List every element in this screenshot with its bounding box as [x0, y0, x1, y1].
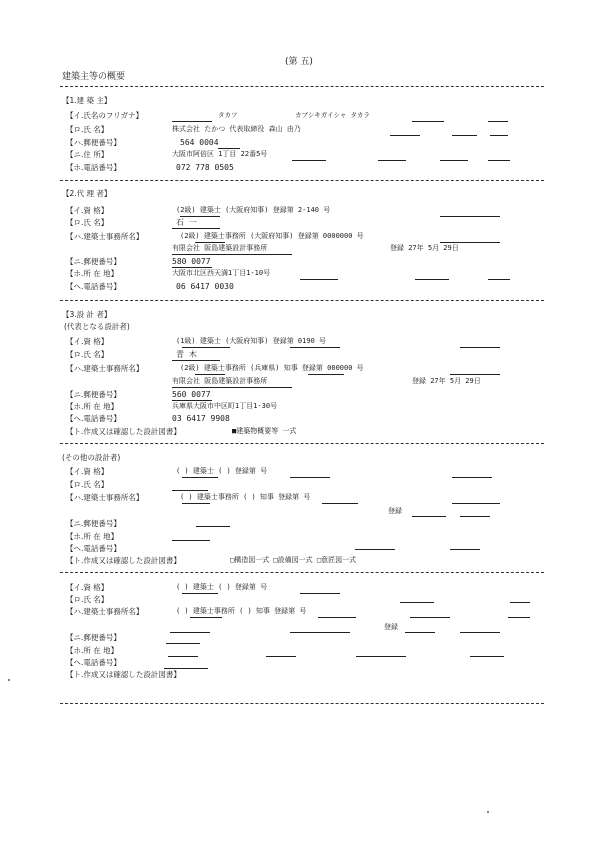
agent-qual-value: (2級) 建築士 (大阪府知事) 登録第 2-140 号: [176, 206, 331, 214]
od1-scope-label: 【ト.作成又は確認した設計図書】: [66, 556, 181, 565]
agent-name-value: 石 一: [176, 218, 197, 227]
owner-furigana-label: 【イ.氏名のフリガナ】: [66, 111, 144, 120]
agent-office-name: 有限会社 阪島建築設計事務所: [172, 244, 268, 252]
od1-scope-value: □構造図一式 □設備図一式 □意匠図一式: [230, 556, 357, 564]
designer-office-label: 【ハ.建築士事務所名】: [66, 364, 144, 373]
owner-address-label: 【ニ.住 所】: [66, 150, 109, 159]
od2-scope-label: 【ト.作成又は確認した設計図書】: [66, 670, 181, 679]
designer-office-value: (2級) 建築士事務所 (兵庫県) 知事 登録第 000000 号: [180, 364, 364, 372]
designer-address-value: 兵庫県大阪市中区町1丁目1-30号: [172, 402, 278, 410]
designer-scope-value: ■建築物概要等 一式: [232, 427, 297, 435]
divider: [60, 443, 544, 444]
od1-qual-value: ( ) 建築士 ( ) 登録第 号: [176, 467, 268, 475]
designer-qual-value: (1級) 建築士 (大阪府知事) 登録第 0190 号: [176, 337, 327, 345]
scan-speck: [8, 679, 10, 681]
other-designer-heading: (その他の設計者): [62, 453, 121, 462]
designer-heading: 【3.設 計 者】: [62, 310, 112, 319]
od1-address-label: 【ホ.所 在 地】: [66, 532, 119, 541]
designer-office-name: 有限会社 阪島建築設計事務所: [172, 377, 268, 385]
od2-address-label: 【ホ.所 在 地】: [66, 646, 119, 655]
owner-name-label: 【ロ.氏 名】: [66, 125, 109, 134]
od2-name-label: 【ロ.氏 名】: [66, 595, 109, 604]
agent-address-value: 大阪市北区西天満1丁目1-10号: [172, 269, 271, 277]
agent-office-value: (2級) 建築士事務所 (大阪府知事) 登録第 0000000 号: [180, 232, 364, 240]
od2-office-reg: 登録: [384, 623, 398, 631]
agent-office-label: 【ハ.建築士事務所名】: [66, 232, 144, 241]
owner-name-value: 株式会社 たかつ 代表取締役 森山 由乃: [172, 125, 301, 133]
designer-postal-value: 560 0077: [172, 390, 211, 399]
agent-postal-label: 【ニ.郵便番号】: [66, 257, 121, 266]
scan-speck: [487, 811, 489, 813]
owner-phone-label: 【ホ.電話番号】: [66, 163, 121, 172]
designer-scope-label: 【ト.作成又は確認した設計図書】: [66, 427, 181, 436]
designer-phone-label: 【ヘ.電話番号】: [66, 414, 121, 423]
od1-name-label: 【ロ.氏 名】: [66, 480, 109, 489]
od2-postal-label: 【ニ.郵便番号】: [66, 633, 121, 642]
od1-postal-label: 【ニ.郵便番号】: [66, 519, 121, 528]
owner-address-value: 大阪市阿倍区 1丁目 22番5号: [172, 150, 268, 158]
od2-qual-value: ( ) 建築士 ( ) 登録第 号: [176, 583, 268, 591]
owner-heading: 【1.建 築 主】: [62, 96, 112, 105]
designer-postal-label: 【ニ.郵便番号】: [66, 390, 121, 399]
divider: [60, 86, 544, 87]
od1-office-label: 【ハ.建築士事務所名】: [66, 493, 144, 502]
agent-qual-label: 【イ.資 格】: [66, 206, 109, 215]
owner-furigana-value: カブシキガイシャ タカラ: [295, 111, 370, 119]
designer-office-reg-date: 登録 27年 5月 29日: [412, 377, 481, 385]
agent-phone-value: 06 6417 0030: [176, 282, 234, 291]
od2-qual-label: 【イ.資 格】: [66, 583, 109, 592]
agent-name-label: 【ロ.氏 名】: [66, 218, 109, 227]
od1-phone-label: 【ヘ.電話番号】: [66, 544, 121, 553]
designer-address-label: 【ホ.所 在 地】: [66, 402, 119, 411]
divider: [60, 180, 544, 181]
designer-sub: (代表となる設計者): [64, 322, 130, 331]
designer-qual-label: 【イ.資 格】: [66, 337, 109, 346]
agent-address-label: 【ホ.所 在 地】: [66, 269, 119, 278]
od2-office-value: ( ) 建築士事務所 ( ) 知事 登録第 号: [176, 607, 307, 615]
owner-furigana-mark: タカツ: [218, 111, 238, 119]
designer-phone-value: 03 6417 9908: [172, 414, 230, 423]
agent-phone-label: 【ヘ.電話番号】: [66, 282, 121, 291]
agent-office-reg-date: 登録 27年 5月 29日: [390, 244, 459, 252]
page-header: (第 五): [285, 57, 313, 67]
designer-name-label: 【ロ.氏 名】: [66, 350, 109, 359]
designer-name-value: 青 木: [176, 350, 197, 359]
divider: [60, 703, 544, 704]
owner-postal-value: 564 0004: [180, 138, 219, 147]
doc-title: 建築主等の概要: [62, 72, 126, 82]
divider: [60, 300, 544, 301]
od1-office-value: ( ) 建築士事務所 ( ) 知事 登録第 号: [180, 493, 311, 501]
owner-phone-value: 072 778 0505: [176, 163, 234, 172]
owner-postal-label: 【ハ.郵便番号】: [66, 138, 121, 147]
od1-office-reg: 登録: [388, 507, 402, 515]
divider: [60, 572, 544, 573]
agent-postal-value: 580 0077: [172, 257, 211, 266]
agent-heading: 【2.代 理 者】: [62, 189, 112, 198]
od1-qual-label: 【イ.資 格】: [66, 467, 109, 476]
od2-office-label: 【ハ.建築士事務所名】: [66, 607, 144, 616]
od2-phone-label: 【ヘ.電話番号】: [66, 658, 121, 667]
